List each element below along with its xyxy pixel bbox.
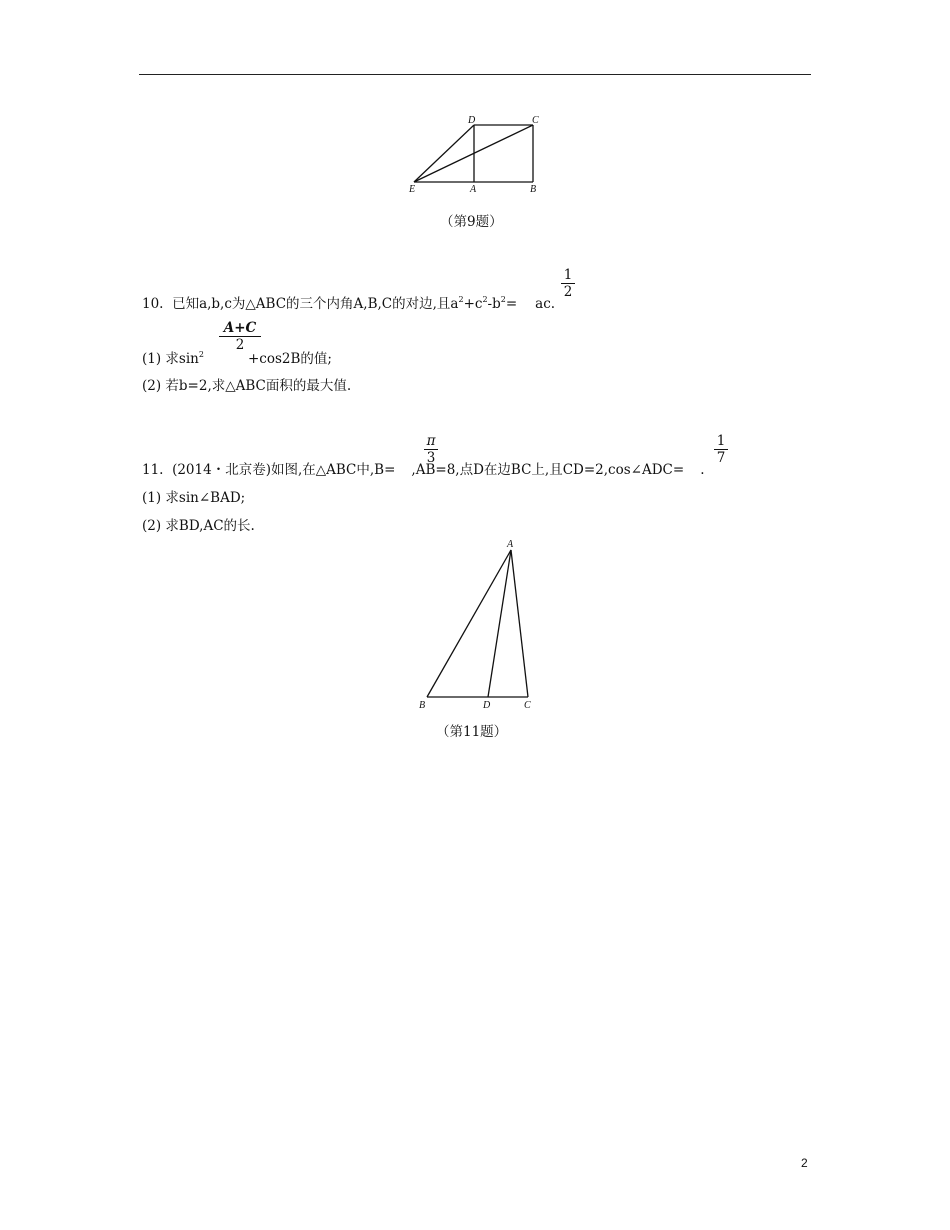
problem11-statement: [142, 458, 704, 478]
label-e: E: [409, 184, 416, 195]
problem10-text-d: =: [505, 296, 518, 312]
problem10-part1: [142, 347, 332, 367]
problem10-text-b: +c: [463, 296, 483, 312]
problem10-part2: (2) 若b=2,求△ABC面积的最大值.: [142, 378, 352, 394]
problem10-frac-num: 1: [563, 267, 573, 283]
problem10-statement: [142, 292, 555, 312]
problem10-sup1: 2: [458, 295, 464, 304]
problem11-text-b: ,AB=8,点D在边BC上,且CD=2,cos∠ADC=: [411, 462, 685, 478]
problem10-part1-frac-num: A+C: [223, 320, 257, 336]
label-b: B: [419, 700, 426, 711]
problem10-number: 10.: [142, 296, 164, 312]
segment-ad: [488, 550, 511, 697]
problem11-fraction-seventh: [714, 433, 728, 466]
problem11-frac2-num: 1: [716, 433, 726, 449]
figure-9-caption: （第9题）: [440, 214, 503, 230]
figure-11-diagram: [410, 535, 550, 715]
problem10-part1-prefix: (1) 求sin: [142, 351, 199, 367]
problem11-part2: (2) 求BD,AC的长.: [142, 518, 255, 534]
figure-9: [400, 110, 550, 200]
figure-11-caption: （第11题）: [436, 724, 508, 740]
header-rule: [139, 74, 811, 75]
problem11-frac1-num: π: [426, 433, 436, 449]
problem10-part1-suffix: +cos2B的值;: [247, 351, 332, 367]
label-c: C: [524, 700, 531, 711]
figure-11: [410, 535, 550, 715]
label-b: B: [530, 184, 537, 195]
segment-ed: [414, 125, 474, 182]
problem10-part1-sup: 2: [198, 350, 204, 359]
label-a: A: [507, 539, 514, 550]
problem10-sup2: 2: [482, 295, 488, 304]
problem11-number: 11.: [142, 462, 164, 478]
problem10-text-e: ac.: [535, 296, 556, 312]
problem11-frac1-den: 3: [424, 449, 438, 466]
problem10-sup3: 2: [500, 295, 506, 304]
problem10-text-c: -b: [487, 296, 501, 312]
label-d: D: [483, 700, 491, 711]
problem11-part1: (1) 求sin∠BAD;: [142, 490, 246, 506]
page-number: 2: [801, 1156, 808, 1170]
problem11-frac2-den: 7: [714, 449, 728, 466]
problem11-text-c: .: [700, 462, 705, 478]
label-a: A: [470, 184, 477, 195]
problem10-frac-den: 2: [561, 283, 575, 300]
segment-ab: [427, 550, 511, 697]
label-c: C: [532, 115, 539, 126]
problem10-part1-frac-den: 2: [219, 336, 261, 353]
segment-ac: [511, 550, 528, 697]
figure-9-diagram: [400, 110, 550, 200]
label-d: D: [468, 115, 476, 126]
problem11-text-a: (2014・北京卷)如图,在△ABC中,B=: [172, 462, 396, 478]
problem10-fraction: [561, 267, 575, 300]
problem10-text-a: 已知a,b,c为△ABC的三个内角A,B,C的对边,且a: [172, 296, 459, 312]
